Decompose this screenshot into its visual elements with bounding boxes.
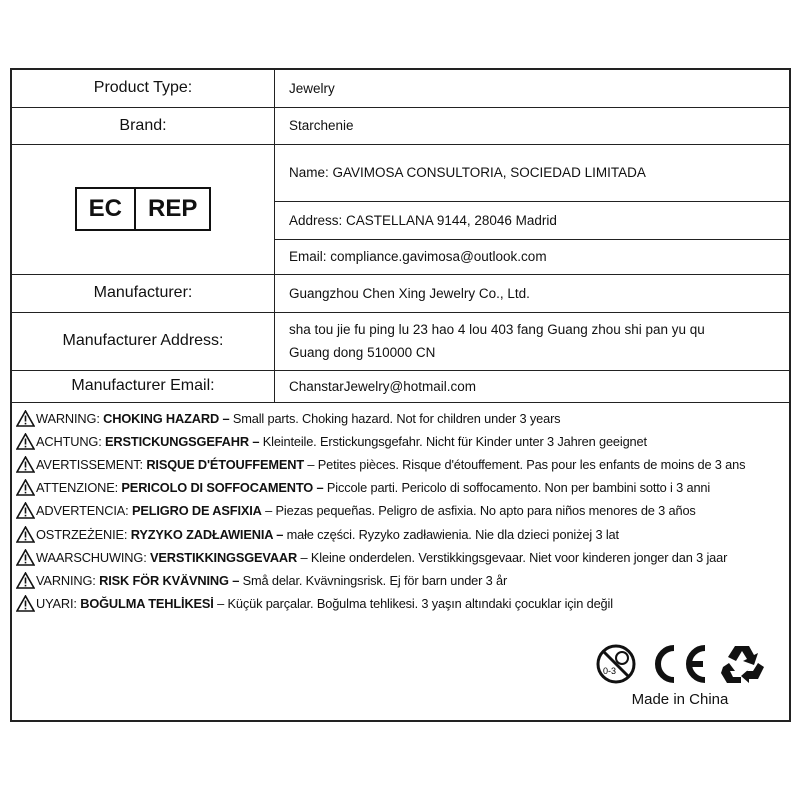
- warning-line: [16, 407, 789, 430]
- warning-text: – Piezas pequeñas. Peligro de asfixia. No apto para niños menores de 3 años: [261, 503, 696, 519]
- warning-text: Små delar. Kvävningsrisk. Ej för barn under 3 år: [239, 572, 508, 588]
- warning-prefix: UYARI:: [36, 596, 77, 612]
- warning-text: – Petites pièces. Risque d'étouffement. Pas pour les enfants de moins de 3 ans: [304, 456, 746, 472]
- manufacturer-value: Guangzhou Chen Xing Jewelry Co., Ltd.: [275, 274, 790, 312]
- ec-rep-email: Email: compliance.gavimosa@outlook.com: [275, 239, 790, 274]
- manufacturer-email-value: ChanstarJewelry@hotmail.com: [275, 370, 790, 402]
- ec-rep-cell: [12, 144, 275, 274]
- warning-hazard: PERICOLO DI SOFFOCAMENTO –: [121, 480, 324, 496]
- warning-line: [16, 499, 789, 522]
- manufacturer-email-label: Manufacturer Email:: [12, 370, 275, 402]
- brand-label: Brand:: [12, 107, 275, 144]
- warning-triangle-icon: [16, 572, 35, 589]
- age-range-label: 0-3: [603, 666, 617, 676]
- warning-text: – Küçük parçalar. Boğulma tehlikesi. 3 yaşın altındaki çocuklar için değil: [213, 596, 613, 612]
- warning-line: [16, 522, 789, 545]
- address-line-1: sha tou jie fu ping lu 23 hao 4 lou 403 fang Guang zhou shi pan yu qu: [289, 322, 705, 337]
- warning-prefix: VARNING:: [36, 572, 96, 588]
- warning-text: małe części. Ryzyko zadławienia. Nie dla dzieci poniżej 3 lat: [283, 526, 619, 542]
- warning-text: – Kleine onderdelen. Verstikkingsgevaar. Niet voor kinderen jonger dan 3 jaar: [297, 549, 728, 565]
- warning-text: Small parts. Choking hazard. Not for children under 3 years: [229, 410, 561, 426]
- warning-triangle-icon: [16, 502, 35, 519]
- warning-prefix: AVERTISSEMENT:: [36, 456, 143, 472]
- address-line-2: Guang dong 510000 CN: [289, 345, 436, 360]
- warning-triangle-icon: [16, 549, 35, 566]
- ec-text: EC: [77, 189, 136, 229]
- product-info-table: [12, 70, 789, 403]
- not-for-under-3-icon: [595, 643, 637, 685]
- warning-hazard: BOĞULMA TEHLİKESİ: [80, 596, 214, 612]
- manufacturer-address-value: [275, 312, 790, 370]
- ec-rep-logo: [75, 187, 212, 231]
- warning-prefix: ATTENZIONE:: [36, 480, 119, 496]
- brand-value: Starchenie: [275, 107, 790, 144]
- product-type-label: Product Type:: [12, 70, 275, 107]
- rep-text: REP: [147, 195, 198, 222]
- product-type-value: Jewelry: [275, 70, 790, 107]
- warning-line: [16, 453, 789, 476]
- warning-hazard: RYZYKO ZADŁAWIENIA –: [130, 526, 284, 542]
- ce-mark-icon: [647, 644, 709, 684]
- manufacturer-address-label: Manufacturer Address:: [12, 312, 275, 370]
- warning-hazard: VERSTIKKINGSGEVAAR: [150, 549, 298, 565]
- made-in-label: Made in China: [631, 691, 729, 708]
- warning-hazard: RISK FÖR KVÄVNING –: [99, 572, 240, 588]
- warning-triangle-icon: [16, 479, 35, 496]
- warning-line: [16, 546, 789, 569]
- warning-triangle-icon: [16, 526, 35, 543]
- warnings-list: [12, 403, 789, 616]
- recycle-icon: [719, 643, 765, 685]
- warning-triangle-icon: [16, 595, 35, 612]
- warning-text: Piccole parti. Pericolo di soffocamento. Non per bambini sotto i 3 anni: [323, 480, 711, 496]
- warning-triangle-icon: [16, 433, 35, 450]
- ec-rep-name: Name: GAVIMOSA CONSULTORIA, SOCIEDAD LIMITADA: [275, 144, 790, 201]
- warning-prefix: WAARSCHUWING:: [36, 549, 147, 565]
- warning-line: [16, 476, 789, 499]
- warning-line: [16, 430, 789, 453]
- ec-rep-address: Address: CASTELLANA 9144, 28046 Madrid: [275, 201, 790, 239]
- warning-prefix: ACHTUNG:: [36, 433, 102, 449]
- warning-prefix: ADVERTENCIA:: [36, 503, 129, 519]
- warning-triangle-icon: [16, 456, 35, 473]
- warning-hazard: ERSTICKUNGSGEFAHR –: [105, 433, 260, 449]
- warning-hazard: RISQUE D'ÉTOUFFEMENT: [146, 456, 304, 472]
- warning-line: [16, 592, 789, 615]
- warning-hazard: PELIGRO DE ASFIXIA: [131, 503, 262, 519]
- warning-prefix: OSTRZEŻENIE:: [36, 526, 128, 542]
- warning-text: Kleinteile. Erstickungsgefahr. Nicht für Kinder unter 3 Jahren geeignet: [259, 433, 647, 449]
- manufacturer-label: Manufacturer:: [12, 274, 275, 312]
- compliance-marks: [595, 643, 765, 708]
- warning-triangle-icon: [16, 410, 35, 427]
- warning-prefix: WARNING:: [36, 410, 100, 426]
- warning-line: [16, 569, 789, 592]
- warning-hazard: CHOKING HAZARD –: [103, 410, 230, 426]
- product-label: [10, 68, 791, 722]
